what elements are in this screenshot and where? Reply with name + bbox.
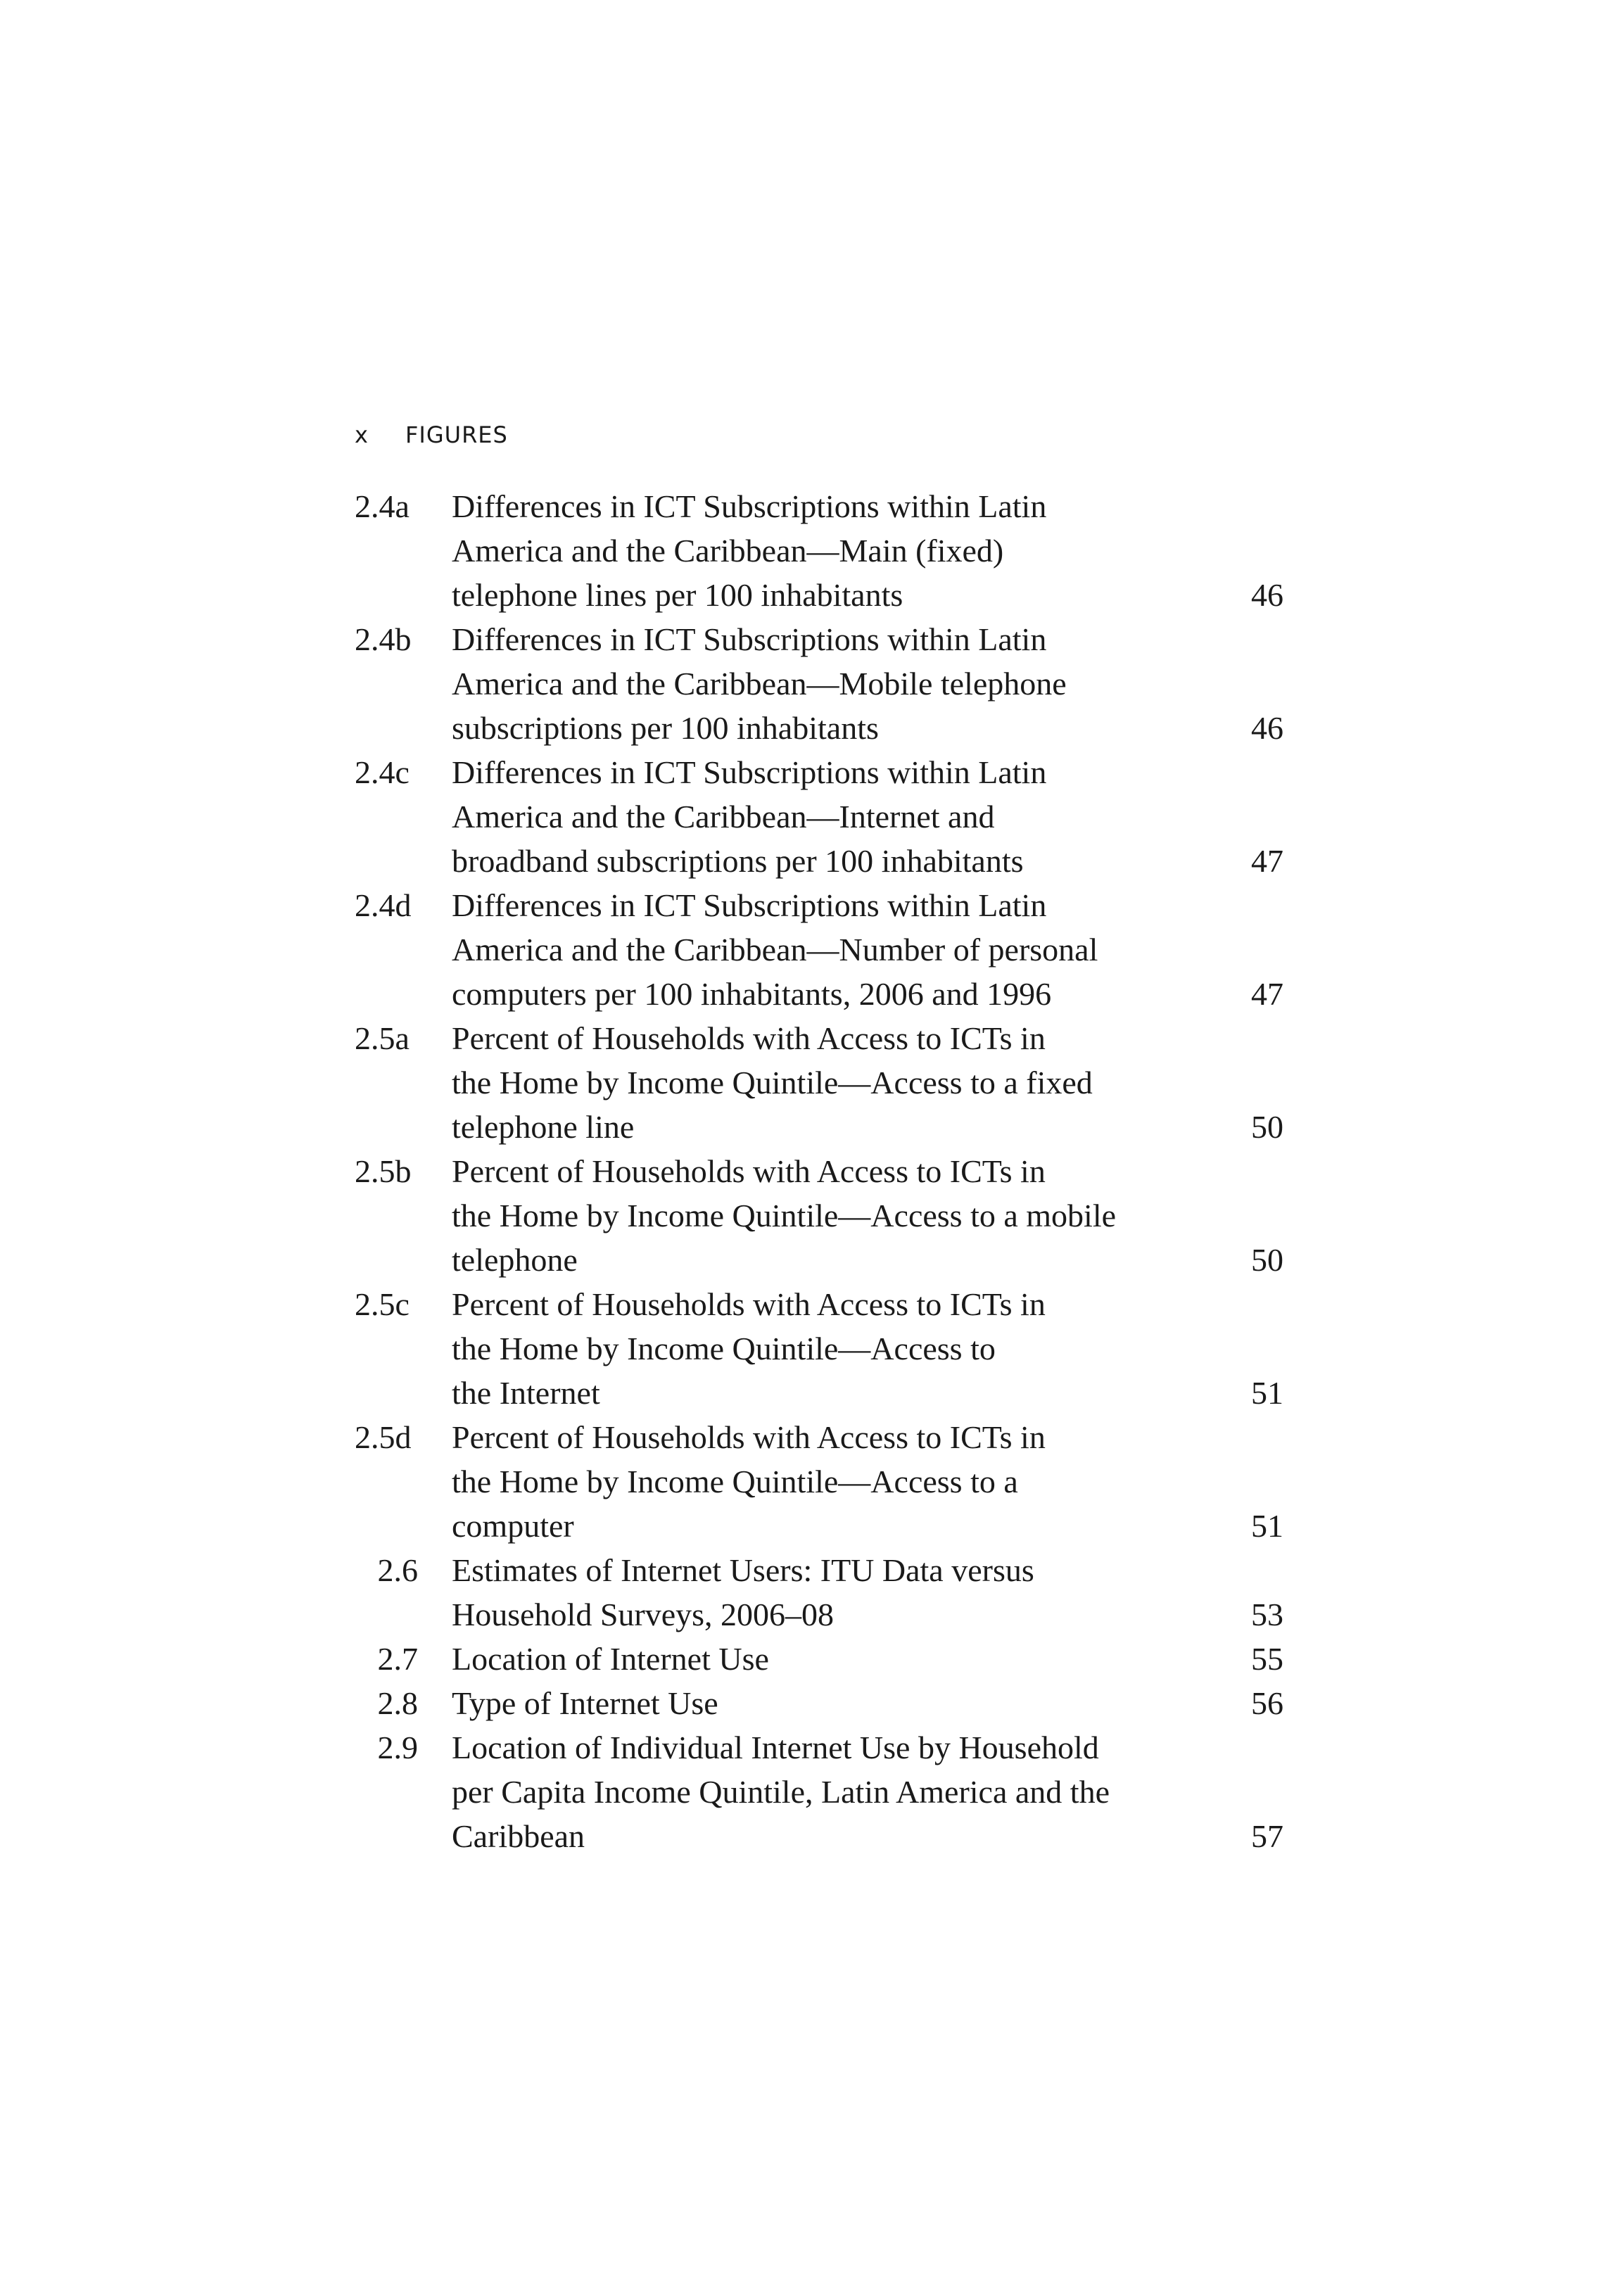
figure-number: 2.5a <box>355 1020 410 1056</box>
figure-title-line: telephone lines per 100 inhabitants <box>452 577 903 613</box>
figure-title-line: Differences in ICT Subscriptions within Latin <box>452 754 1047 790</box>
figure-title-line: the Internet <box>452 1375 600 1411</box>
figure-page-number: 51 <box>1251 1375 1283 1411</box>
figure-title-line: computers per 100 inhabitants, 2006 and 1996 <box>452 976 1052 1012</box>
figure-title-line: the Home by Income Quintile—Access to a mobile <box>452 1198 1117 1233</box>
figure-entry <box>355 1548 1283 1637</box>
figure-title-line: Location of Individual Internet Use by Household <box>452 1730 1099 1765</box>
figure-title-line: Caribbean <box>452 1818 585 1854</box>
figure-title-line: Percent of Households with Access to ICTs in <box>452 1419 1046 1455</box>
figure-entry <box>355 1149 1283 1282</box>
figure-title-line: Estimates of Internet Users: ITU Data versus <box>452 1552 1034 1588</box>
figure-title-line: America and the Caribbean—Mobile telephone <box>452 666 1067 702</box>
figure-entry <box>355 1725 1283 1858</box>
figure-title-line: Percent of Households with Access to ICTs in <box>452 1020 1046 1056</box>
figure-title-line: Type of Internet Use <box>452 1685 718 1721</box>
figure-title-line: telephone <box>452 1242 578 1278</box>
figure-entry <box>355 484 1283 617</box>
figure-entry <box>355 750 1283 883</box>
figure-number: 2.4d <box>355 887 412 923</box>
figure-number: 2.9 <box>377 1730 418 1765</box>
figure-title-line: Differences in ICT Subscriptions within Latin <box>452 887 1047 923</box>
figure-title-line: per Capita Income Quintile, Latin America and the <box>452 1774 1110 1810</box>
figure-entry <box>355 617 1283 750</box>
figure-title-line: computer <box>452 1508 574 1544</box>
figure-number: 2.7 <box>377 1641 418 1677</box>
figure-entry <box>355 1681 1283 1725</box>
figure-title-line: Percent of Households with Access to ICTs in <box>452 1286 1046 1322</box>
figure-number: 2.5b <box>355 1153 412 1189</box>
figure-title-line: America and the Caribbean—Number of personal <box>452 932 1098 967</box>
figure-title-line: Percent of Households with Access to ICTs in <box>452 1153 1046 1189</box>
figure-title-line: Differences in ICT Subscriptions within Latin <box>452 621 1047 657</box>
figure-title-line: Household Surveys, 2006–08 <box>452 1597 835 1632</box>
figure-list <box>355 484 1283 1858</box>
figure-number: 2.4a <box>355 488 410 524</box>
figure-page-number: 47 <box>1251 976 1283 1012</box>
figure-page-number: 46 <box>1251 577 1283 613</box>
figure-entry <box>355 1415 1283 1548</box>
section-title: FIGURES <box>405 421 508 448</box>
figure-number: 2.6 <box>377 1552 418 1588</box>
figure-number: 2.5c <box>355 1286 410 1322</box>
page-folio: x <box>355 421 369 448</box>
figure-page-number: 50 <box>1251 1242 1283 1278</box>
figure-title-line: subscriptions per 100 inhabitants <box>452 710 879 746</box>
figure-title-line: broadband subscriptions per 100 inhabitants <box>452 843 1024 879</box>
figure-entry <box>355 883 1283 1016</box>
figure-title-line: the Home by Income Quintile—Access to <box>452 1331 996 1366</box>
figure-entry <box>355 1282 1283 1415</box>
figure-title-line: Differences in ICT Subscriptions within Latin <box>452 488 1047 524</box>
figure-page-number: 56 <box>1251 1685 1283 1721</box>
figure-number: 2.4c <box>355 754 410 790</box>
figure-number: 2.5d <box>355 1419 412 1455</box>
figure-page-number: 51 <box>1251 1508 1283 1544</box>
figure-number: 2.8 <box>377 1685 418 1721</box>
figure-page-number: 55 <box>1251 1641 1283 1677</box>
figure-page-number: 57 <box>1251 1818 1283 1854</box>
figure-page-number: 50 <box>1251 1109 1283 1145</box>
figure-page-number: 53 <box>1251 1597 1283 1632</box>
figure-entry <box>355 1016 1283 1149</box>
figure-title-line: Location of Internet Use <box>452 1641 769 1677</box>
figure-title-line: the Home by Income Quintile—Access to a fixed <box>452 1065 1093 1100</box>
figure-page-number: 46 <box>1251 710 1283 746</box>
figure-entry <box>355 1637 1283 1681</box>
figure-page-number: 47 <box>1251 843 1283 879</box>
running-head <box>355 421 508 449</box>
figure-title-line: telephone line <box>452 1109 635 1145</box>
figure-number: 2.4b <box>355 621 412 657</box>
figure-title-line: the Home by Income Quintile—Access to a <box>452 1464 1018 1499</box>
figure-title-line: America and the Caribbean—Main (fixed) <box>452 533 1004 569</box>
figure-title-line: America and the Caribbean—Internet and <box>452 799 995 835</box>
